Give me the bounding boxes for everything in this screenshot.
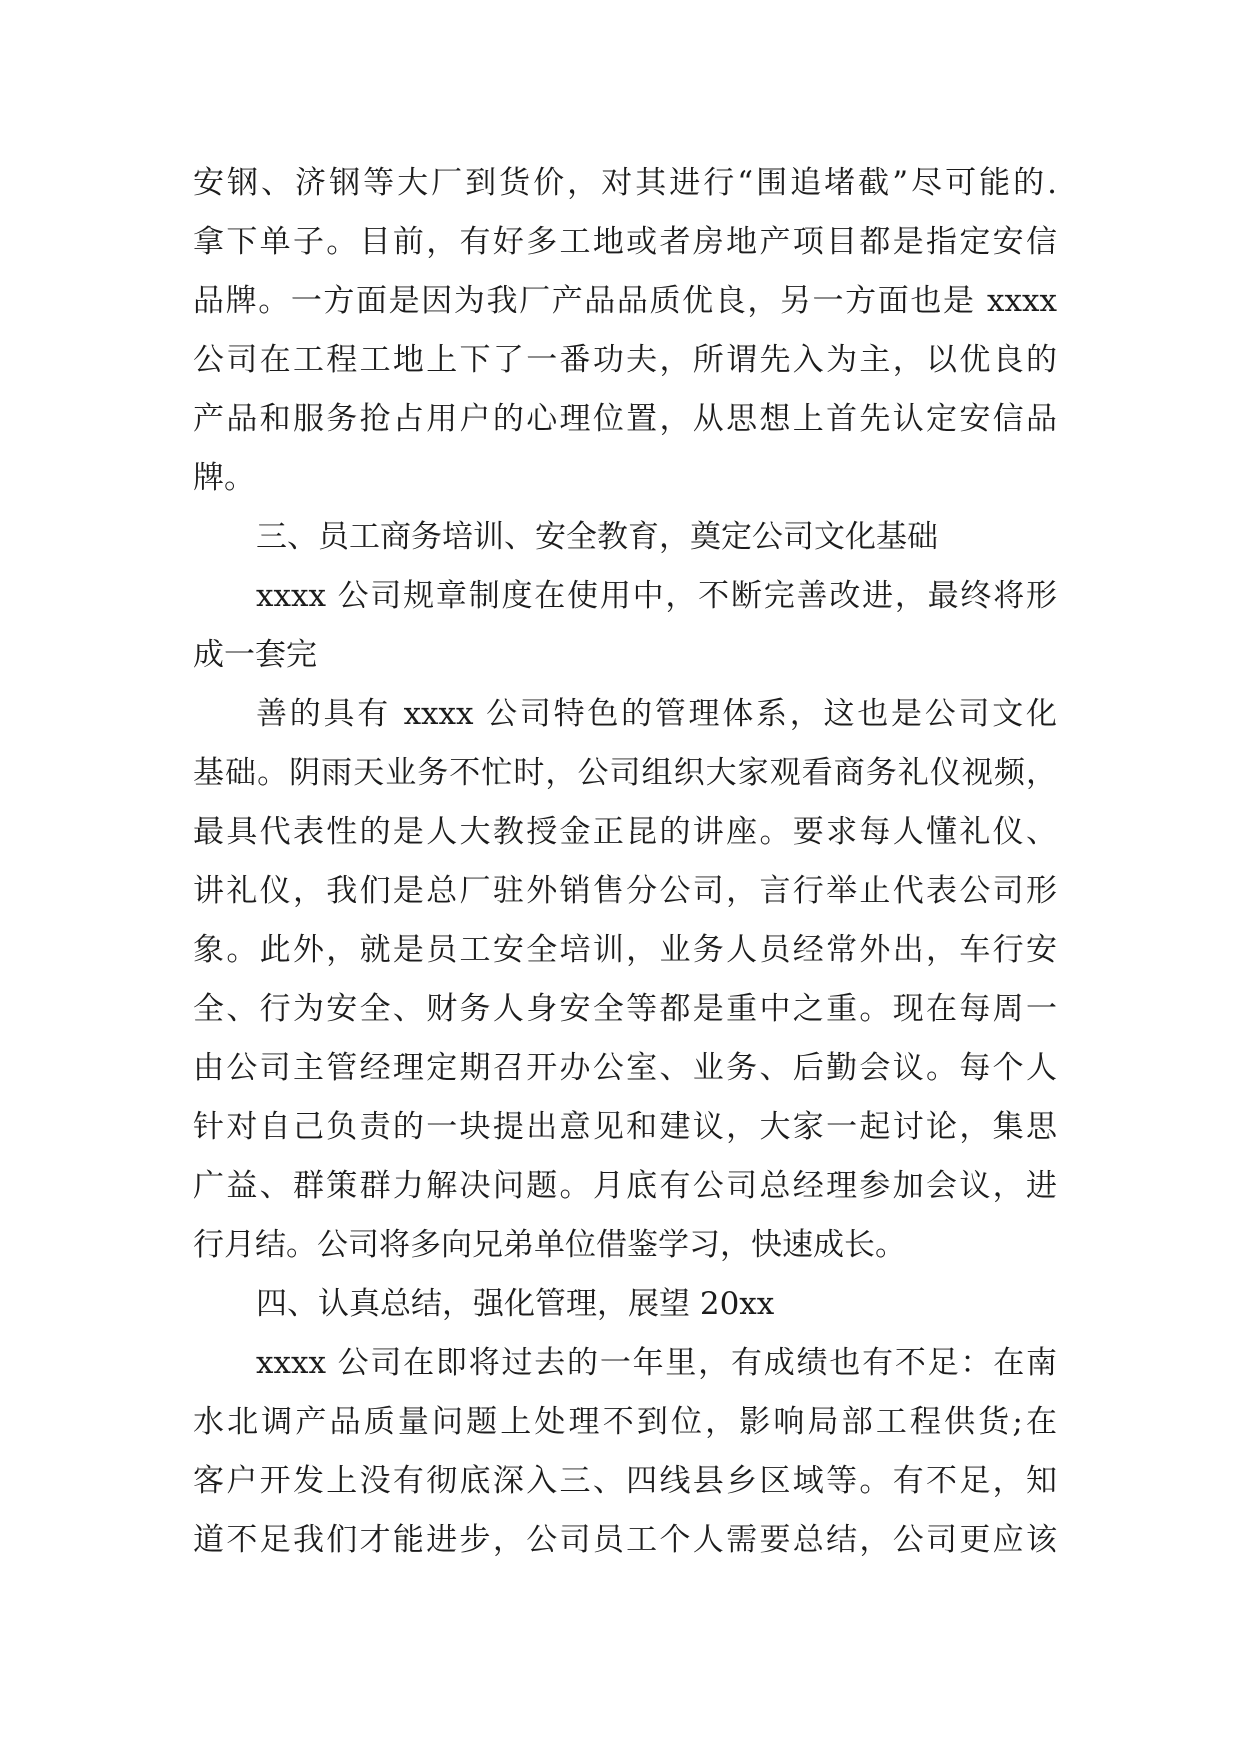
paragraph [193, 1334, 1057, 1570]
text-line: 广益、群策群力解决问题。月底有公司总经理参加会议，进 [193, 1168, 1057, 1204]
document-body [193, 154, 1057, 1570]
text-line: 最具代表性的是人大教授金正昆的讲座。要求每人懂礼仪、 [193, 814, 1057, 850]
section-heading-text: 四、认真总结，强化管理，展望 20xx [256, 1286, 775, 1322]
text-line: 行月结。公司将多向兄弟单位借鉴学习，快速成长。 [193, 1227, 906, 1263]
text-line: 拿下单子。目前，有好多工地或者房地产项目都是指定安信 [193, 224, 1057, 260]
text-line: 品牌。一方面是因为我厂产品品质优良，另一方面也是 xxxx [193, 283, 1057, 319]
text-line: xxxx 公司规章制度在使用中，不断完善改进，最终将形 [256, 578, 1057, 614]
text-line: 安钢、济钢等大厂到货价，对其进行“围追堵截”尽可能的. [193, 165, 1057, 201]
text-line: 基础。阴雨天业务不忙时，公司组织大家观看商务礼仪视频， [193, 755, 1057, 791]
paragraph-continuation [193, 154, 1057, 508]
section-heading-text: 三、员工商务培训、安全教育，奠定公司文化基础 [256, 519, 938, 555]
text-line: 善的具有 xxxx 公司特色的管理体系，这也是公司文化 [256, 696, 1057, 732]
text-line: 牌。 [193, 460, 255, 496]
text-line: 针对自己负责的一块提出意见和建议，大家一起讨论，集思 [193, 1109, 1057, 1145]
text-line: 全、行为安全、财务人身安全等都是重中之重。现在每周一 [193, 991, 1057, 1027]
section-heading-3 [193, 508, 1057, 567]
text-line: 客户开发上没有彻底深入三、四线县乡区域等。有不足，知 [193, 1463, 1057, 1499]
text-line: 由公司主管经理定期召开办公室、业务、后勤会议。每个人 [193, 1050, 1057, 1086]
paragraph [193, 685, 1057, 1275]
text-line: 产品和服务抢占用户的心理位置，从思想上首先认定安信品 [193, 401, 1057, 437]
text-line: 水北调产品质量问题上处理不到位，影响局部工程供货;在 [193, 1404, 1057, 1440]
section-heading-4 [193, 1275, 1057, 1334]
text-line: 成一套完 [193, 637, 317, 673]
text-line: 道不足我们才能进步，公司员工个人需要总结，公司更应该 [193, 1522, 1057, 1558]
text-line: 讲礼仪，我们是总厂驻外销售分公司，言行举止代表公司形 [193, 873, 1057, 909]
text-line: 公司在工程工地上下了一番功夫，所谓先入为主，以优良的 [193, 342, 1057, 378]
text-line: 象。此外，就是员工安全培训，业务人员经常外出，车行安 [193, 932, 1057, 968]
paragraph [193, 567, 1057, 685]
text-line: xxxx 公司在即将过去的一年里，有成绩也有不足：在南 [256, 1345, 1057, 1381]
